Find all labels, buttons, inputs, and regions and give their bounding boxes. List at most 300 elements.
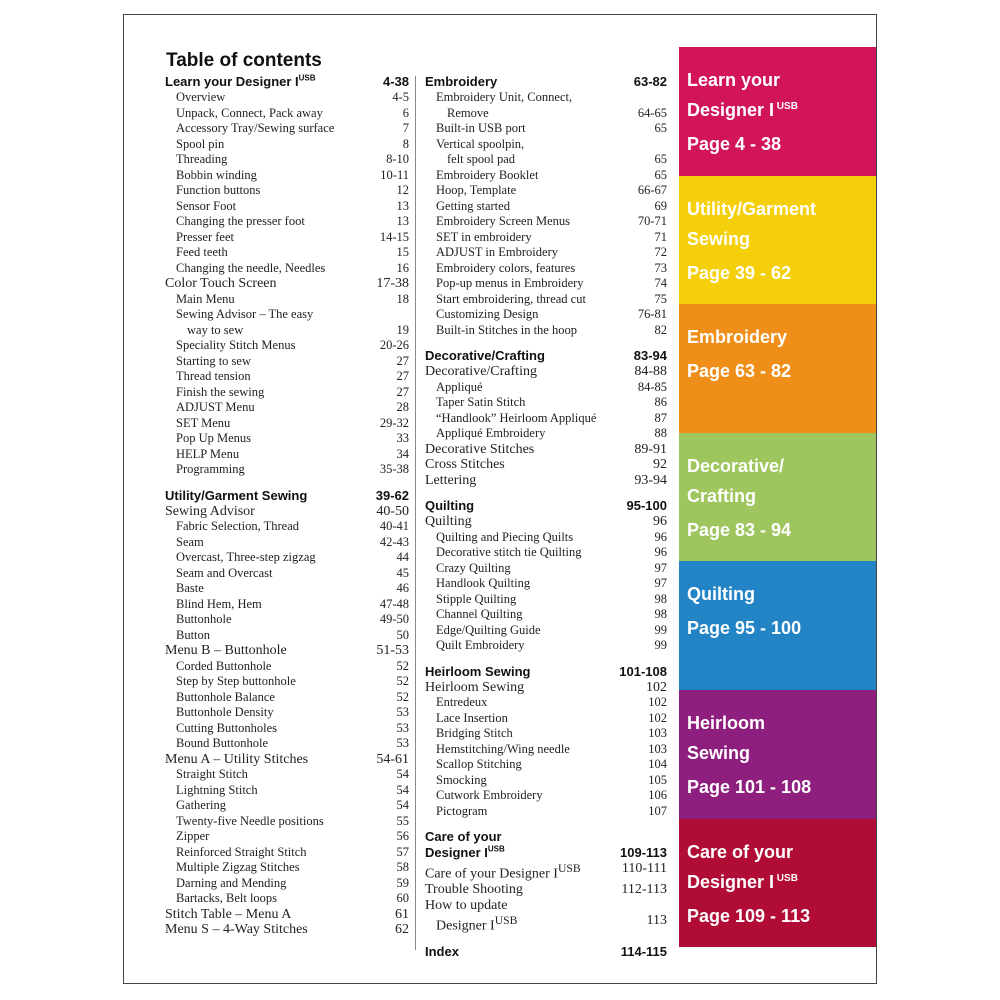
toc-page-number: 53 (396, 736, 409, 750)
toc-page-number: 17-38 (376, 276, 409, 291)
toc-page-number: 49-50 (379, 612, 409, 626)
toc-entry-title (436, 276, 590, 292)
toc-subentry (165, 261, 409, 277)
toc-entry-text: Menu S – 4-Way Stitches (165, 922, 308, 937)
toc-entry-text: Gathering (176, 798, 226, 812)
toc-section-heading (425, 348, 667, 364)
toc-subentry (425, 90, 667, 106)
toc-entry-text: Lace Insertion (436, 710, 508, 725)
toc-page-number: 40-50 (376, 503, 409, 519)
toc-entry-title (176, 674, 302, 690)
toc-entry-title (436, 773, 493, 789)
toc-page-number: 8 (402, 136, 409, 151)
toc-page-number: 65 (654, 121, 667, 135)
toc-entry-text: Sewing Advisor – The easy (176, 307, 314, 321)
toc-page-number: 33 (396, 431, 409, 445)
toc-page-number: 56 (396, 829, 409, 843)
section-tab-pages: Page 4 - 38 (687, 134, 782, 154)
section-tab-pages: Page 95 - 100 (687, 618, 802, 639)
toc-entry-text: Bound Buttonhole (176, 736, 269, 750)
toc-entry-title (176, 400, 261, 416)
toc-page-number: 83-94 (633, 348, 667, 363)
toc-entry-text: Pop Up Menus (176, 431, 252, 445)
toc-entry-title (436, 152, 521, 168)
toc-entry-title (425, 829, 502, 845)
toc-entry-text: Changing the presser foot (176, 214, 305, 228)
toc-page-number: 45 (396, 565, 409, 580)
toc-page-number: 35-38 (379, 462, 409, 476)
toc-page-number: 87 (654, 410, 667, 425)
toc-subentry (165, 612, 409, 628)
toc-page-number: 97 (654, 576, 667, 590)
toc-gap (425, 488, 667, 498)
toc-page-number: 18 (396, 291, 409, 306)
toc-subentry (165, 705, 409, 721)
toc-subentry (425, 804, 667, 820)
toc-page-number: 51-53 (376, 643, 409, 658)
section-tab (679, 304, 876, 433)
toc-entry-text: ADJUST Menu (176, 400, 255, 414)
toc-page-number: 96 (654, 529, 667, 544)
toc-page-number: 86 (654, 395, 667, 409)
toc-page-number: 101-108 (619, 663, 667, 679)
toc-entry-title (436, 323, 583, 339)
toc-page-number: 98 (654, 591, 667, 606)
toc-entry-text: Quilting (425, 498, 475, 513)
toc-entry-title (176, 168, 263, 184)
toc-page-number: 98 (654, 607, 667, 621)
toc-subentry (425, 276, 667, 292)
section-tab-title: Care of your (687, 841, 794, 862)
toc-subentry (165, 783, 409, 799)
toc-page-number: 99 (654, 622, 667, 637)
toc-entry-title (176, 659, 277, 675)
toc-page-number: 54 (396, 782, 409, 797)
section-tab-title-text: Sewing (687, 228, 751, 249)
toc-subentry (425, 261, 667, 277)
toc-entry-title (436, 561, 517, 577)
toc-page-number: 109-113 (620, 845, 667, 860)
superscript-usb: USB (557, 862, 581, 875)
toc-entry-text: How to update (425, 897, 508, 913)
toc-entry-text: Getting started (436, 198, 510, 213)
toc-page-number: 16 (396, 260, 409, 275)
section-tab-title-text: Sewing (687, 742, 751, 763)
toc-entry-text: Presser feet (176, 229, 234, 244)
toc-subentry (165, 519, 409, 535)
toc-subentry (165, 447, 409, 463)
toc-entry (425, 913, 667, 934)
toc-page-number: 70-71 (637, 214, 667, 228)
section-tab-title-line2 (687, 867, 868, 897)
toc-page-number: 59 (396, 875, 409, 890)
toc-entry-text: Hemstitching/Wing needle (436, 741, 570, 756)
toc-page-number: 84-88 (634, 364, 667, 379)
toc-subentry (165, 690, 409, 706)
toc-entry-text: Spool pin (176, 136, 225, 151)
toc-page-number: 103 (648, 741, 667, 756)
toc-entry-title (436, 804, 493, 820)
toc-entry (165, 907, 409, 923)
toc-page-number: 75 (654, 291, 667, 306)
toc-entry-title (176, 431, 257, 447)
toc-subentry (425, 214, 667, 230)
toc-subentry (165, 385, 409, 401)
toc-entry-text: way to sew (187, 322, 244, 337)
toc-page-number: 113 (646, 913, 667, 929)
toc-page-number: 107 (648, 803, 667, 818)
toc-entry-text: felt spool pad (447, 152, 516, 166)
toc-entry-title (176, 798, 232, 814)
toc-entry-title (425, 861, 587, 882)
toc-subentry (425, 773, 667, 789)
toc-entry-title (176, 385, 270, 401)
toc-entry-title (176, 152, 233, 168)
toc-entry-title (436, 545, 587, 561)
toc-entry-title (176, 705, 280, 721)
toc-entry-title (176, 783, 264, 799)
toc-entry-text: Taper Satin Stitch (436, 395, 526, 409)
toc-page-number: 62 (395, 922, 409, 937)
toc-page-number: 71 (654, 229, 667, 244)
toc-entry-title (176, 354, 257, 370)
toc-entry-title (165, 488, 307, 504)
toc-entry-text: Stipple Quilting (436, 591, 517, 606)
toc-entry-text: Stitch Table – Menu A (165, 906, 292, 922)
toc-entry-title (176, 519, 305, 535)
toc-page-number: 57 (396, 844, 409, 859)
toc-entry-title (436, 411, 602, 427)
toc-entry-text: Menu B – Buttonhole (165, 643, 287, 658)
section-tab (679, 690, 876, 819)
toc-entry (425, 457, 667, 473)
toc-subentry (165, 581, 409, 597)
toc-entry-text: Care of your (425, 829, 502, 844)
superscript-usb: USB (774, 872, 798, 884)
toc-subentry (425, 623, 667, 639)
toc-entry-text: Embroidery (425, 74, 498, 89)
toc-subentry (165, 767, 409, 783)
toc-entry-title (176, 230, 240, 246)
toc-entry-title (436, 292, 592, 308)
section-tab-pages: Page 101 - 108 (687, 776, 812, 797)
toc-entry-text: Accessory Tray/Sewing surface (176, 121, 335, 135)
toc-page-number: 102 (648, 695, 667, 709)
section-tab-title: Utility/Garment (687, 198, 817, 219)
toc-page-number: 20-26 (379, 338, 409, 352)
toc-page-number: 54-61 (376, 751, 409, 767)
toc-entry-title (436, 168, 544, 184)
toc-subentry (165, 416, 409, 432)
toc-page-number: 65 (654, 167, 667, 182)
toc-subentry (425, 695, 667, 711)
toc-subentry (165, 245, 409, 261)
toc-page-number: 76-81 (637, 307, 667, 321)
toc-page-number: 27 (396, 384, 409, 399)
toc-section-heading (165, 488, 409, 504)
toc-entry-title (436, 106, 495, 122)
toc-subentry (425, 168, 667, 184)
toc-entry-title (176, 860, 306, 876)
toc-page-number: 28 (396, 400, 409, 414)
toc-page-number: 6 (402, 105, 409, 120)
toc-entry-title (436, 576, 536, 592)
section-tab-title-text: Crafting (687, 485, 756, 506)
section-tab-title-line2 (687, 481, 868, 511)
toc-page-number: 13 (396, 214, 409, 228)
toc-entry-text: Multiple Zigzag Stitches (176, 860, 300, 874)
toc-page-number: 53 (396, 705, 409, 719)
toc-entry-title (436, 230, 538, 246)
toc-page-number: 27 (396, 369, 409, 383)
toc-page-number: 58 (396, 860, 409, 874)
toc-page-number: 52 (396, 674, 409, 688)
toc-entry-title (165, 922, 314, 938)
section-tab-title-text: Designer I (687, 871, 775, 892)
toc-entry-text: Decorative Stitches (425, 441, 535, 457)
toc-entry-text: Appliqué Embroidery (436, 426, 546, 440)
toc-subentry (165, 736, 409, 752)
toc-entry-text: Scallop Stitching (436, 757, 522, 771)
toc-subentry (425, 411, 667, 427)
toc-page-number: 52 (396, 658, 409, 673)
toc-entry-title (436, 395, 531, 411)
toc-entry-text: Overcast, Three-step zigzag (176, 550, 316, 564)
toc-entry-title (425, 944, 459, 960)
toc-entry-text: Decorative stitch tie Quilting (436, 545, 582, 559)
toc-subentry (425, 530, 667, 546)
toc-entry-text: Button (176, 627, 211, 642)
toc-entry-title (436, 214, 576, 230)
toc-entry-title (176, 690, 281, 706)
toc-page-number: 93-94 (634, 472, 667, 488)
superscript-usb: USB (494, 914, 518, 928)
toc-page-number: 61 (395, 906, 409, 922)
toc-entry-text: Seam (176, 534, 204, 549)
toc-entry-title (436, 623, 547, 639)
toc-entry-text: Unpack, Connect, Pack away (176, 105, 323, 120)
toc-entry-title (176, 721, 283, 737)
toc-entry-text: Edge/Quilting Guide (436, 622, 541, 637)
toc-page-number: 4-5 (392, 90, 409, 104)
section-tab-pages: Page 39 - 62 (687, 262, 792, 283)
toc-entry-text: Quilting and Piecing Quilts (436, 529, 574, 544)
toc-entry-title (165, 643, 293, 659)
toc-entry-text: Vertical spoolpin, (436, 136, 525, 151)
toc-entry-title (176, 307, 319, 323)
toc-subentry (425, 292, 667, 308)
toc-entry-text: Embroidery Unit, Connect, (436, 90, 573, 104)
toc-page-number: 97 (654, 560, 667, 575)
toc-entry-title (176, 338, 301, 354)
toc-page-number: 53 (396, 720, 409, 735)
toc-entry-title (176, 199, 242, 215)
toc-entry-title (176, 245, 234, 261)
toc-subentry (425, 323, 667, 339)
toc-entry-title (425, 898, 513, 914)
toc-subentry (165, 338, 409, 354)
toc-entry (425, 680, 667, 696)
toc-entry-title (436, 757, 528, 773)
toc-subentry (165, 721, 409, 737)
toc-entry-text: Corded Buttonhole (176, 658, 272, 673)
toc-entry (425, 514, 667, 530)
toc-gap (425, 819, 667, 829)
toc-page-number: 7 (402, 121, 409, 135)
toc-subentry (165, 845, 409, 861)
toc-gap (425, 338, 667, 348)
toc-subentry (165, 369, 409, 385)
toc-page-number: 99 (654, 638, 667, 652)
toc-entry-text: Cutwork Embroidery (436, 788, 543, 802)
toc-entry-title (436, 426, 551, 442)
toc-gap (165, 478, 409, 488)
toc-subentry (165, 183, 409, 199)
toc-entry-text: Trouble Shooting (425, 882, 523, 898)
section-tab-title: Decorative/ (687, 455, 785, 476)
toc-page-number: 74 (654, 276, 667, 290)
toc-page-number: 15 (396, 245, 409, 259)
toc-entry-title (436, 530, 579, 546)
toc-subentry (165, 814, 409, 830)
toc-subentry (165, 121, 409, 137)
toc-subentry (165, 462, 409, 478)
toc-page-number: 64-65 (637, 105, 667, 120)
toc-page-number: 96 (654, 545, 667, 559)
toc-section-heading (425, 74, 667, 90)
toc-entry-text: Designer I (436, 918, 495, 934)
toc-entry-title (425, 680, 530, 696)
toc-entry (425, 898, 667, 914)
toc-entry-title (176, 261, 331, 277)
toc-page-number: 110-111 (621, 861, 667, 876)
toc-subentry (165, 860, 409, 876)
toc-entry-text: Starting to sew (176, 353, 251, 368)
toc-entry-title (176, 628, 216, 644)
toc-subentry (425, 183, 667, 199)
toc-page-number: 66-67 (637, 183, 667, 197)
toc-subentry (165, 168, 409, 184)
toc-entry-title (436, 261, 581, 277)
toc-entry-title (425, 882, 529, 898)
toc-entry-title (176, 597, 268, 613)
toc-entry-text: Finish the sewing (176, 384, 265, 399)
toc-entry-title (176, 612, 238, 628)
toc-page-number: 60 (396, 891, 409, 905)
toc-entry-title (176, 292, 241, 308)
toc-page-number: 13 (396, 198, 409, 213)
toc-entry-title (165, 276, 283, 292)
toc-entry-text: Customizing Design (436, 307, 539, 321)
toc-entry-title (425, 348, 545, 364)
toc-subentry (425, 380, 667, 396)
toc-page-number: 54 (396, 798, 409, 812)
toc-entry-text: Cutting Buttonholes (176, 720, 278, 735)
toc-entry-text: Zipper (176, 829, 210, 843)
toc-entry-text: Index (425, 944, 459, 960)
toc-subentry (165, 535, 409, 551)
toc-entry-title (436, 90, 578, 106)
toc-subentry (425, 307, 667, 323)
toc-entry-title (176, 566, 279, 582)
section-tab-title: Quilting (687, 584, 755, 605)
toc-entry (425, 473, 667, 489)
toc-entry-text: Entredeux (436, 695, 488, 709)
toc-page-number: 106 (648, 788, 667, 802)
toc-page-number: 40-41 (379, 519, 409, 533)
toc-entry-title (436, 788, 549, 804)
toc-entry-text: Programming (176, 462, 245, 476)
toc-page-number: 102 (646, 679, 667, 695)
section-tab-pages: Page 109 - 113 (687, 905, 811, 926)
toc-subentry (425, 726, 667, 742)
toc-entry-text: Embroidery colors, features (436, 260, 576, 275)
toc-entry-text: Sewing Advisor (165, 503, 255, 519)
toc-page-number: 39-62 (375, 487, 409, 503)
toc-page-number: 114-115 (620, 944, 667, 960)
toc-page-number: 102 (648, 710, 667, 725)
toc-entry (165, 643, 409, 659)
toc-entry-title (436, 245, 564, 261)
toc-entry-text: Embroidery Booklet (436, 167, 539, 182)
toc-subentry (165, 323, 409, 339)
toc-entry-title (165, 74, 316, 90)
toc-entry-text: Bridging Stitch (436, 726, 513, 740)
toc-entry-text: Built-in USB port (436, 121, 526, 135)
toc-entry (425, 882, 667, 898)
toc-subentry (165, 628, 409, 644)
toc-entry-text: Straight Stitch (176, 767, 248, 781)
toc-entry-text: Buttonhole Density (176, 705, 274, 719)
toc-entry-text: Quilting (425, 514, 472, 529)
toc-page-number: 27 (396, 353, 409, 368)
toc-entry (165, 922, 409, 938)
toc-page-number: 10-11 (380, 167, 409, 182)
toc-subentry (425, 607, 667, 623)
toc-entry-title (176, 369, 257, 385)
toc-page-number: 54 (396, 767, 409, 781)
toc-subentry (165, 354, 409, 370)
toc-section-heading (425, 944, 667, 960)
toc-subentry (165, 550, 409, 566)
toc-entry-text: Quilt Embroidery (436, 638, 525, 652)
toc-entry-text: Reinforced Straight Stitch (176, 844, 307, 859)
toc-entry-title (165, 907, 297, 923)
toc-gap (425, 934, 667, 944)
toc-entry-title (425, 664, 530, 680)
toc-subentry (165, 152, 409, 168)
section-tab-title-line2 (687, 738, 868, 768)
toc-page-number: 92 (653, 457, 667, 472)
toc-entry-title (176, 767, 254, 783)
toc-entry-title (436, 607, 528, 623)
toc-subentry (425, 742, 667, 758)
toc-entry-title (436, 199, 516, 215)
toc-entry-text: Buttonhole Balance (176, 689, 275, 704)
toc-entry-title (436, 380, 489, 396)
toc-entry-text: Darning and Mending (176, 875, 287, 890)
toc-page-number: 73 (654, 260, 667, 275)
section-tab (679, 819, 876, 948)
toc-entry-text: Step by Step buttonhole (176, 674, 296, 688)
toc-entry-text: Seam and Overcast (176, 565, 273, 580)
toc-page-number: 103 (648, 726, 667, 740)
toc-entry (165, 504, 409, 520)
toc-entry-title (165, 752, 314, 768)
toc-entry-text: Designer I (425, 845, 488, 860)
toc-entry-title (176, 581, 210, 597)
toc-entry-text: Remove (447, 105, 489, 120)
